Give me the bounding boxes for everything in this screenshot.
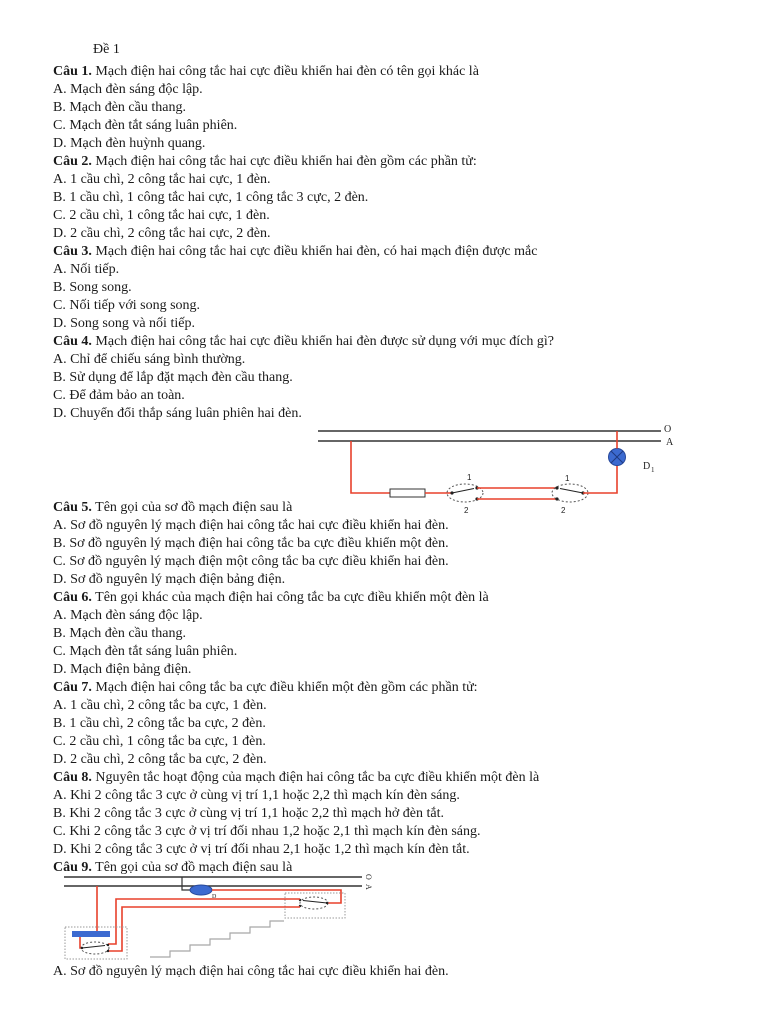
fuse xyxy=(72,931,110,937)
question-4-label: Câu 4. xyxy=(53,334,92,349)
question-1-option-c: C. Mạch đèn tắt sáng luân phiên. xyxy=(53,118,238,133)
supply-label-o: O xyxy=(664,424,672,435)
question-4-option-c: C. Để đảm bảo an toàn. xyxy=(53,388,185,403)
lamp-to-switch-wire xyxy=(212,890,341,903)
question-2-option-b: B. 1 cầu chì, 1 công tắc hai cực, 1 công tắc 3 cực, 2 đèn. xyxy=(53,190,369,205)
question-8-option-a: A. Khi 2 công tắc 3 cực ở cùng vị trí 1,1 hoặc 2,2 thì mạch kín đèn sáng. xyxy=(53,788,460,803)
question-3-option-c: C. Nối tiếp với song song. xyxy=(53,298,201,313)
question-9-label: Câu 9. xyxy=(53,860,92,875)
switch-1-arm xyxy=(452,489,474,494)
lamp-label: D xyxy=(212,894,217,900)
question-1-option-a: A. Mạch đèn sáng độc lập. xyxy=(53,82,203,97)
question-3-label: Câu 3. xyxy=(53,244,92,259)
question-1-text: Mạch điện hai công tắc hai cực điều khiển hai đèn có tên gọi khác là xyxy=(95,64,479,79)
question-3-option-a: A. Nối tiếp. xyxy=(53,262,120,277)
question-8 xyxy=(53,769,753,787)
question-4-option-a: A. Chỉ để chiếu sáng bình thường. xyxy=(53,352,246,367)
question-4-text: Mạch điện hai công tắc hai cực điều khiển hai đèn được sử dụng với mục đích gì? xyxy=(95,334,555,349)
switch-2-label-2: 2 xyxy=(561,506,566,515)
question-6-option-c: C. Mạch đèn tắt sáng luân phiên. xyxy=(53,644,238,659)
switch-2-arm xyxy=(560,489,583,494)
circuit-diagram-1 xyxy=(310,415,700,520)
question-2-text: Mạch điện hai công tắc hai cực điều khiển hai đèn gồm các phần tử: xyxy=(95,154,477,169)
question-2-option-d: D. 2 cầu chì, 2 công tắc hai cực, 2 đèn. xyxy=(53,226,271,241)
switch-1-label-1: 1 xyxy=(467,473,472,482)
question-8-option-c: C. Khi 2 công tắc 3 cực ở vị trí đối nhau 1,2 hoặc 2,1 thì mạch kín đèn sáng. xyxy=(53,824,481,839)
switch-2-contact-1 xyxy=(555,486,558,489)
supply-label-o: O xyxy=(364,874,373,880)
question-8-text: Nguyên tắc hoạt động của mạch điện hai công tắc ba cực điều khiển một đèn là xyxy=(95,770,540,785)
supply-label-a: A xyxy=(666,437,674,448)
question-7-text: Mạch điện hai công tắc ba cực điều khiển một đèn gồm các phần tử: xyxy=(95,680,478,695)
neutral-to-lamp-wire xyxy=(182,877,190,890)
switch-1-label-2: 2 xyxy=(464,506,469,515)
supply-label-a: A xyxy=(364,884,373,890)
question-8-option-d: D. Khi 2 công tắc 3 cực ở vị trí đối nhau 2,1 hoặc 1,2 thì mạch kín đèn tắt. xyxy=(53,842,470,857)
question-7-option-b: B. 1 cầu chì, 2 công tắc ba cực, 2 đèn. xyxy=(53,716,266,731)
question-2-option-c: C. 2 cầu chì, 1 công tắc hai cực, 1 đèn. xyxy=(53,208,270,223)
question-1-label: Câu 1. xyxy=(53,64,92,79)
question-8-label: Câu 8. xyxy=(53,770,92,785)
switch-to-lamp-wire xyxy=(583,466,617,494)
question-2 xyxy=(53,153,753,171)
lamp-icon xyxy=(609,449,626,466)
question-9-option-a: A. Sơ đồ nguyên lý mạch điện hai công tắc hai cực điều khiển hai đèn. xyxy=(53,964,449,979)
question-2-option-a: A. 1 cầu chì, 2 công tắc hai cực, 1 đèn. xyxy=(53,172,271,187)
question-8-option-b: B. Khi 2 công tắc 3 cực ở cùng vị trí 1,1 hoặc 2,2 thì mạch hở đèn tắt. xyxy=(53,806,444,821)
question-1-option-d: D. Mạch đèn huỳnh quang. xyxy=(53,136,206,151)
question-6-option-b: B. Mạch đèn cầu thang. xyxy=(53,626,186,641)
question-7-option-c: C. 2 cầu chì, 1 công tắc ba cực, 1 đèn. xyxy=(53,734,266,749)
fuse xyxy=(390,489,425,497)
switch-2 xyxy=(552,484,588,502)
question-6 xyxy=(53,589,753,607)
lamp-label-subscript: 1 xyxy=(651,466,655,474)
question-3-option-d: D. Song song và nối tiếp. xyxy=(53,316,195,331)
question-5-text: Tên gọi của sơ đồ mạch điện sau là xyxy=(95,500,293,515)
question-4-option-d: D. Chuyển đổi thắp sáng luân phiên hai đèn. xyxy=(53,406,302,421)
question-6-option-a: A. Mạch đèn sáng độc lập. xyxy=(53,608,203,623)
question-6-label: Câu 6. xyxy=(53,590,92,605)
question-5-option-d: D. Sơ đồ nguyên lý mạch điện bảng điện. xyxy=(53,572,286,587)
question-3-option-b: B. Song song. xyxy=(53,280,132,295)
question-5-option-b: B. Sơ đồ nguyên lý mạch điện hai công tắc ba cực điều khiển một đèn. xyxy=(53,536,449,551)
question-3 xyxy=(53,243,753,261)
question-7-label: Câu 7. xyxy=(53,680,92,695)
switch-2-contact-2 xyxy=(555,497,558,500)
question-1 xyxy=(53,63,753,81)
question-5-option-a: A. Sơ đồ nguyên lý mạch điện hai công tắc hai cực điều khiển hai đèn. xyxy=(53,518,449,533)
switch-2 xyxy=(299,897,328,909)
lamp-icon xyxy=(190,885,212,895)
circuit-diagram-2 xyxy=(55,866,385,966)
question-4 xyxy=(53,333,753,351)
lamp-label: D xyxy=(643,461,651,472)
question-5-option-c: C. Sơ đồ nguyên lý mạch điện một công tắc ba cực điều khiển hai đèn. xyxy=(53,554,449,569)
staircase xyxy=(150,921,284,957)
question-5-label: Câu 5. xyxy=(53,500,92,515)
question-7-option-a: A. 1 cầu chì, 2 công tắc ba cực, 1 đèn. xyxy=(53,698,267,713)
switch-1 xyxy=(81,942,109,954)
question-7 xyxy=(53,679,753,697)
switch-2-label-1: 1 xyxy=(565,474,570,483)
question-6-text: Tên gọi khác của mạch điện hai công tắc ba cực điều khiển một đèn là xyxy=(95,590,489,605)
question-6-option-d: D. Mạch điện bảng điện. xyxy=(53,662,192,677)
question-1-option-b: B. Mạch đèn cầu thang. xyxy=(53,100,186,115)
question-3-text: Mạch điện hai công tắc hai cực điều khiển hai đèn, có hai mạch điện được mắc xyxy=(95,244,538,259)
exam-title: Đề 1 xyxy=(93,42,120,57)
question-2-label: Câu 2. xyxy=(53,154,92,169)
question-4-option-b: B. Sử dụng để lắp đặt mạch đèn cầu thang. xyxy=(53,370,293,385)
question-7-option-d: D. 2 cầu chì, 2 công tắc ba cực, 2 đèn. xyxy=(53,752,267,767)
phase-wire xyxy=(351,441,390,493)
question-9-text: Tên gọi của sơ đồ mạch điện sau là xyxy=(95,860,293,875)
